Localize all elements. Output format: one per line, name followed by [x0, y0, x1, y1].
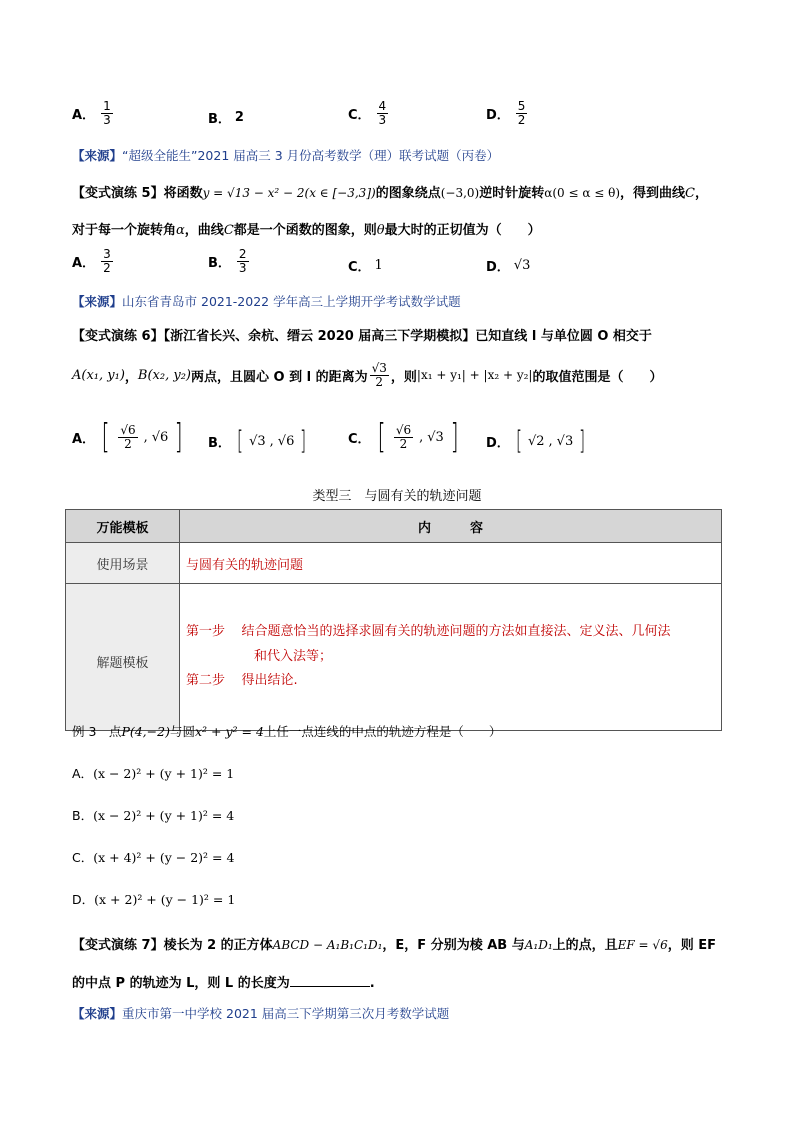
- option-label: B．: [208, 435, 231, 451]
- source-tag: 【来源】: [72, 148, 123, 163]
- q6-option-b: B． [ √3 , √6 ]: [208, 426, 307, 456]
- option-expression: (x + 4)² + (y − 2)² = 4: [93, 850, 235, 865]
- q4-option-c: [348, 100, 390, 126]
- option-expression: (x − 2)² + (y + 1)² = 4: [93, 808, 235, 823]
- question-7-line-1: [72, 934, 716, 953]
- table-row: [66, 584, 722, 731]
- option-label: C．: [348, 431, 371, 447]
- denominator: 2: [517, 112, 526, 127]
- option-label: D．: [486, 107, 510, 123]
- denominator: 2: [124, 436, 132, 451]
- left-bracket: [: [377, 417, 386, 457]
- table-row-label: 解题模板: [66, 584, 180, 731]
- right-bracket: ]: [300, 426, 307, 456]
- fraction: [516, 100, 528, 126]
- source-text: 山东省青岛市 2021-2022 学年高三上学期开学考试数学试题: [122, 294, 461, 309]
- step-1: [186, 620, 715, 645]
- source-text: 重庆市第一中学校 2021 届高三下学期第三次月考数学试题: [122, 1006, 450, 1021]
- numerator: √3: [371, 361, 387, 375]
- ex3-option-d: [72, 890, 235, 908]
- math-curve: C: [223, 223, 234, 238]
- fraction: [370, 362, 389, 388]
- denominator: 2: [375, 374, 384, 389]
- option-label: A．: [72, 255, 96, 271]
- interval-left: √3: [249, 433, 266, 449]
- question-text: 上的点，且: [552, 938, 618, 953]
- question-6-line-2: [72, 362, 662, 388]
- table-cell: 与圆有关的轨迹问题: [180, 543, 722, 584]
- table-row: [66, 543, 722, 584]
- denominator: 2: [399, 436, 408, 451]
- question-text: 【变式演练 5】将函数: [72, 186, 203, 201]
- right-bracket: ]: [450, 417, 459, 457]
- math-cube: ABCD − A₁B₁C₁D₁: [272, 938, 383, 952]
- q6-option-c: C． [ $\frac{√6}{2}$ , √3 ]: [348, 417, 459, 457]
- option-value: 1: [374, 258, 383, 273]
- question-text: 的图象绕点: [375, 186, 441, 201]
- question-text: ，E，F 分别为棱 AB 与: [382, 938, 525, 953]
- left-bracket: [: [236, 426, 244, 456]
- source-line: [72, 146, 499, 164]
- question-text: ，则 EF: [667, 938, 717, 953]
- table-header-cell: 万能模板: [66, 510, 180, 543]
- source-text: “超级全能生”2021 届高三 3 月份高考数学（理）联考试题（丙卷）: [122, 148, 500, 163]
- fraction: [118, 424, 137, 450]
- numerator: 2: [238, 247, 247, 261]
- question-text: 两点，且圆心 O 到 l 的距离为: [190, 369, 368, 385]
- question-text: 逆时针旋转: [479, 186, 545, 201]
- answer-blank[interactable]: [290, 974, 370, 987]
- denominator: 3: [238, 260, 247, 275]
- left-bracket: [: [101, 417, 110, 457]
- math-point: P(4,−2): [121, 724, 170, 739]
- option-label: D．: [72, 892, 95, 907]
- question-5-line-1: [72, 182, 708, 201]
- source-line: [72, 1004, 449, 1022]
- source-tag: 【来源】: [72, 1006, 123, 1021]
- step-text: 得出结论.: [241, 673, 298, 689]
- option-label: C．: [72, 850, 94, 865]
- math-expression: |x₁ + y₁| + |x₂ + y₂|: [416, 368, 533, 383]
- denominator: 2: [103, 260, 111, 275]
- table-cell: [180, 584, 722, 731]
- question-text: 的取值范围是（ ）: [532, 369, 663, 385]
- numerator: √6: [395, 422, 412, 437]
- denominator: 3: [378, 112, 387, 127]
- example-3: [72, 722, 501, 740]
- interval-right: √6: [151, 429, 169, 445]
- question-text: ，: [695, 186, 709, 201]
- numerator: 5: [517, 99, 526, 113]
- step-label: 第一步: [186, 623, 226, 639]
- option-label: B．: [72, 808, 94, 823]
- math-equation: x² + y² = 4: [194, 724, 264, 739]
- option-expression: (x − 2)² + (y + 1)² = 1: [93, 766, 235, 781]
- q6-option-d: D． [ √2 , √3 ]: [486, 426, 586, 456]
- fraction: [394, 424, 413, 450]
- q4-option-b: [208, 108, 244, 127]
- math-point: (−3,0): [440, 186, 480, 200]
- table-header-row: [66, 510, 722, 543]
- math-edge: A₁D₁: [524, 938, 553, 952]
- table-header-cell: 内 容: [180, 510, 722, 543]
- ex3-option-a: [72, 764, 234, 782]
- question-text: ，: [124, 369, 138, 385]
- option-label: D．: [486, 260, 510, 275]
- q5-option-a: [72, 248, 115, 274]
- math-point: A(x₁, y₁): [72, 367, 125, 383]
- option-expression: (x + 2)² + (y − 1)² = 1: [94, 892, 236, 907]
- question-text: 对于每一个旋转角: [72, 223, 177, 238]
- option-label: C．: [348, 107, 371, 123]
- question-text: 【变式演练 6】【浙江省长兴、余杭、缙云 2020 届高三下学期模拟】已知直线 l 与单位圆 O 相交于: [72, 329, 652, 344]
- option-label: D．: [486, 435, 510, 451]
- question-7-line-2: [72, 972, 375, 991]
- question-text: ，得到曲线: [620, 186, 686, 201]
- template-table: [65, 509, 722, 731]
- q4-option-a: [72, 100, 115, 126]
- fraction: [101, 100, 113, 126]
- math-symbol: θ: [376, 223, 385, 238]
- math-function: y = √13 − x² − 2(x ∈ [−3,3]): [202, 186, 376, 200]
- interval-left: √2: [527, 433, 545, 449]
- right-bracket: ]: [174, 417, 183, 457]
- question-text: 都是一个函数的图象，则: [233, 223, 377, 238]
- question-text: ，则: [390, 369, 417, 385]
- interval-right: √6: [277, 433, 295, 449]
- numerator: 1: [103, 99, 111, 113]
- question-text: 的中点 P 的轨迹为 L，则 L 的长度为: [72, 976, 290, 991]
- q4-option-d: [486, 100, 529, 126]
- question-text: ，曲线: [184, 223, 224, 238]
- step-text: 结合题意恰当的选择求圆有关的轨迹问题的方法如直接法、定义法、几何法: [241, 623, 671, 639]
- source-tag: 【来源】: [72, 294, 123, 309]
- question-5-line-2: [72, 219, 541, 238]
- left-bracket: [: [515, 426, 522, 456]
- step-1-continued: 和代入法等；: [254, 648, 333, 664]
- source-line: [72, 292, 461, 310]
- option-label: C．: [348, 260, 371, 275]
- question-text: 上任一点连线的中点的轨迹方程是（ ）: [263, 724, 502, 739]
- option-value: √3: [513, 258, 531, 273]
- question-text: 【变式演练 7】棱长为 2 的正方体: [72, 938, 273, 953]
- option-label: A．: [72, 107, 96, 123]
- ex3-option-c: [72, 848, 234, 866]
- option-label: A．: [72, 431, 96, 447]
- math-equation: EF = √6: [617, 938, 668, 952]
- fraction: [377, 100, 389, 126]
- question-text: 与圆: [169, 724, 195, 739]
- math-angle: α(0 ≤ α ≤ θ): [544, 186, 621, 200]
- numerator: 4: [378, 99, 387, 113]
- section-title: 类型三 与圆有关的轨迹问题: [312, 489, 482, 504]
- denominator: 3: [103, 112, 111, 127]
- question-text: 例 3 点: [72, 724, 122, 739]
- option-value: 2: [234, 110, 244, 125]
- numerator: √6: [120, 422, 136, 437]
- step-2: [186, 669, 715, 694]
- q5-option-d: [486, 256, 530, 275]
- math-curve: C: [685, 186, 695, 201]
- fraction: [101, 248, 113, 274]
- option-label: A．: [72, 766, 94, 781]
- question-text: .: [369, 976, 375, 991]
- math-point: B(x₂, y₂): [137, 367, 191, 383]
- interval-right: √3: [556, 433, 574, 449]
- interval-right: √3: [427, 429, 444, 445]
- q5-option-c: [348, 256, 383, 275]
- step-label: 第二步: [186, 673, 226, 689]
- q5-option-b: [208, 248, 251, 274]
- ex3-option-b: [72, 806, 234, 824]
- option-label: B．: [208, 255, 231, 271]
- table-row-label: 使用场景: [66, 543, 180, 584]
- fraction: [237, 248, 249, 274]
- question-6-line-1: [72, 325, 652, 344]
- question-text: 最大时的正切值为（ ）: [384, 223, 541, 238]
- option-label: B．: [208, 112, 231, 127]
- numerator: 3: [103, 247, 111, 261]
- right-bracket: ]: [579, 426, 586, 456]
- q6-option-a: A． [ $\frac{√6}{2}$ , √6 ]: [72, 417, 183, 457]
- math-symbol: α: [176, 223, 185, 238]
